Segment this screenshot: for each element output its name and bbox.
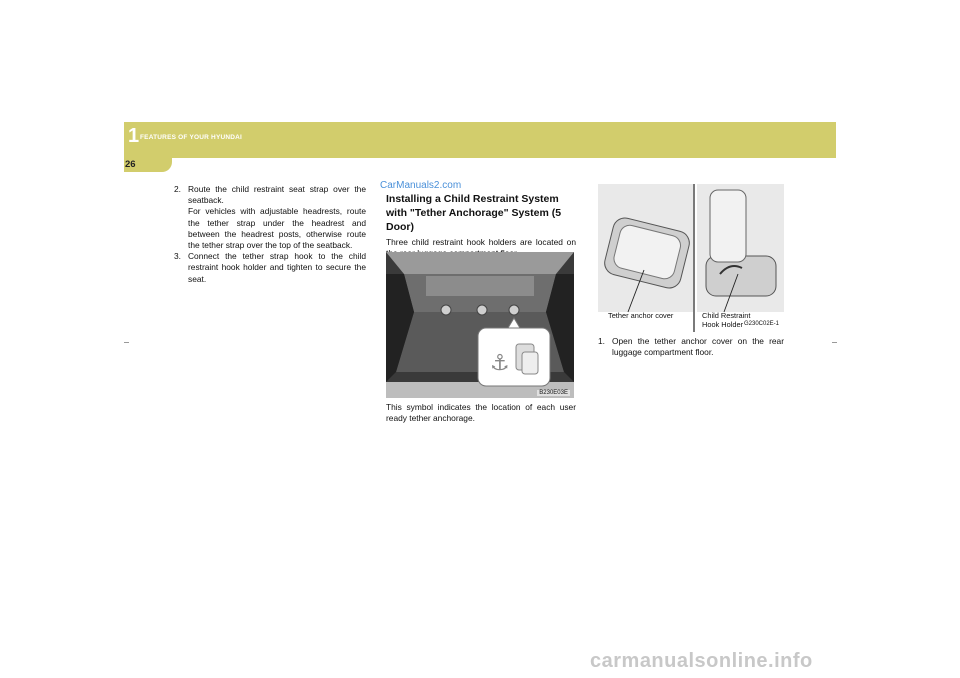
intro-paragraph: Three child restraint hook holders are located on [386,237,576,247]
list-item: 3. Connect the tether strap hook to the child restraint hook holder and tighten to secure the seat. [174,251,366,284]
chapter-number: 1 [128,125,140,147]
chapter-title: FEATURES OF YOUR HYUNDAI [140,134,243,141]
watermark-link[interactable]: CarManuals2.com [380,180,462,191]
figure-id: G230C02E-1 [744,321,780,327]
svg-text:⚓: ⚓ [490,351,510,376]
left-column [174,184,366,285]
footer-brand: carmanualsonline.info [590,650,813,672]
label-tether-anchor-cover: Tether anchor cover [608,311,674,320]
margin-tick-right [832,342,837,343]
page-number: 26 [125,159,136,170]
symbol-paragraph: This symbol indicates the location of each user ready tether anchorage. [386,402,576,424]
margin-tick-left [124,342,129,343]
label-hook-holder: Child Restraint Hook Holder [702,311,751,329]
photo-id: B230E03E [539,390,568,396]
tether-anchor-figure [598,184,784,334]
luggage-compartment-image [386,252,574,398]
section-heading: Installing a Child Restraint System with "Tether Anchorage" System (5 Door) [386,193,562,233]
luggage-compartment-photo [386,252,574,398]
middle-column [386,180,576,259]
right-column [598,336,784,358]
list-item: 2. Route the child restraint seat strap over the seatback. For vehicles with adjustable headrests, route the tether strap under the headrest and between the headrest posts, otherwise route the tether strap over the top of the seatback. [174,184,366,251]
list-item: 1. Open the tether anchor cover on the rear luggage compartment floor. [598,336,784,358]
